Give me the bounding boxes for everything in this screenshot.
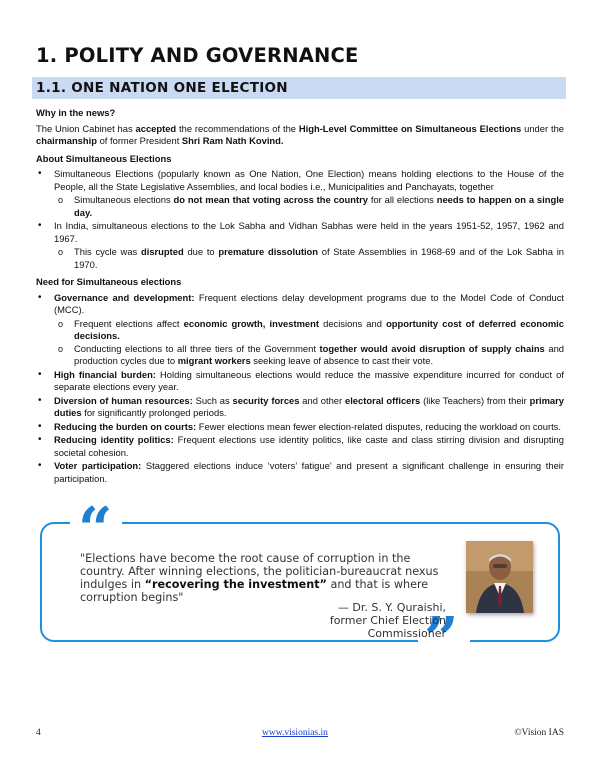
why-heading: Why in the news? [36, 107, 116, 118]
sub-list [54, 194, 564, 219]
text-bold: electoral officers [344, 394, 421, 406]
text-bold: “recovering the investment” [144, 578, 327, 591]
text: due to [183, 246, 219, 257]
quote-text [80, 552, 440, 604]
list-item [36, 434, 564, 459]
text: "Elections have become the root cause of corruption in the country. After winning elections, the politician-bureaucrat nexus indulges in [80, 552, 439, 591]
sub-list-item [54, 246, 564, 271]
text: the recommendations of the [176, 122, 299, 134]
sub-list-item [54, 318, 564, 343]
text: decisions and [318, 317, 387, 329]
chapter-heading: 1. POLITY AND GOVERNANCE [36, 44, 359, 67]
need-list [36, 292, 564, 486]
list-item [36, 460, 564, 485]
about-heading: About Simultaneous Elections [36, 152, 172, 164]
text: Conducting elections to all three tiers of the Government [74, 342, 320, 354]
list-item [36, 168, 564, 219]
text: for significantly prolonged periods. [81, 407, 227, 418]
text-bold: economic growth, investment [183, 317, 319, 329]
text: and other [299, 394, 345, 406]
text-bold: Reducing the burden on courts: [54, 420, 197, 432]
list-item [36, 369, 564, 394]
text: Simultaneous elections [74, 194, 174, 205]
text: Staggered elections induce ‘voters’ fatigue’ and present a significant challenge in ensuring their participation. [54, 460, 564, 484]
text-bold: chairmanship [36, 135, 97, 146]
text: (like Teachers) from their [420, 394, 530, 406]
close-quote-icon: ” [424, 605, 459, 675]
text-bold: Diversion of human resources: [54, 394, 193, 406]
sub-list [54, 246, 564, 271]
text-bold: Shri Ram Nath Kovind. [181, 135, 284, 146]
article-body [36, 102, 564, 486]
text: Such as [192, 394, 233, 406]
text-bold: security forces [232, 394, 300, 406]
text: This cycle was [74, 246, 141, 257]
text: seeking leave of absence to cast their vote. [250, 355, 434, 366]
text: Simultaneous Elections (popularly known as One Nation, One Election) means holding elections to the House of the People, all the State Legislative Assemblies, and local bodies i.e., Municipalities and Panchayats, together [54, 168, 564, 192]
text: of former President [96, 135, 182, 146]
text: of State Assemblies in 1968-69 and of the Lok Sabha in 1970. [74, 246, 565, 270]
text-bold: do not mean that voting across the country [173, 194, 368, 205]
sub-list-item [54, 194, 564, 219]
text-bold: Voter participation: [54, 460, 142, 471]
sub-list-item [54, 343, 564, 368]
text: Fewer elections mean fewer election-related disputes, reducing the workload on courts. [196, 420, 561, 432]
text-bold: High-Level Committee on Simultaneous Elections [298, 122, 522, 134]
text: and production cycles due to [74, 342, 565, 366]
text-bold: Reducing identity politics: [54, 434, 174, 445]
list-item [36, 220, 564, 271]
text: Frequent elections delay development programs due to the Model Code of Conduct (MCC). [54, 291, 564, 315]
need-heading: Need for Simultaneous elections [36, 276, 182, 287]
page-number: 4 [36, 728, 41, 738]
text-bold: accepted [135, 122, 177, 134]
text: The Union Cabinet has [36, 122, 136, 134]
text-bold: together would avoid disruption of supply chains [319, 342, 545, 354]
about-list [36, 168, 564, 271]
sub-list [54, 318, 564, 368]
text-bold: premature dissolution [218, 246, 318, 257]
text: Holding simultaneous elections would reduce the massive expenditure incurred for conduct of separate elections every year. [54, 368, 564, 392]
text: for all elections [367, 194, 437, 205]
text: In India, simultaneous elections to the Lok Sabha and Vidhan Sabhas were held in the years 1951-52, 1957, 1962 and 1967. [54, 220, 564, 244]
text: Frequent elections use identity politics, like caste and class stirring division and disrupting societal cohesion. [54, 434, 564, 458]
text-bold: Governance and development: [54, 291, 195, 303]
text-bold: migrant workers [177, 355, 251, 366]
page-footer [0, 728, 600, 742]
text: Frequent elections affect [74, 317, 184, 329]
text: under the [521, 122, 564, 134]
text-bold: High financial burden: [54, 368, 156, 380]
author-title: former Chief Election Commissioner [329, 614, 446, 640]
website-link[interactable]: www.visionias.in [262, 728, 328, 738]
portrait-icon [466, 541, 533, 613]
section-heading: 1.1. ONE NATION ONE ELECTION [36, 80, 288, 96]
text-bold: primary duties [54, 394, 564, 418]
text-bold: needs to happen on a single day. [74, 194, 565, 218]
text: and that is where corruption begins" [80, 578, 429, 604]
text-bold: opportunity cost of deferred economic decisions. [74, 317, 564, 341]
quote-author [250, 601, 446, 640]
author-photo [466, 541, 533, 613]
open-quote-icon: “ [78, 495, 113, 565]
list-item [36, 292, 564, 368]
author-name: — Dr. S. Y. Quraishi, [337, 601, 446, 614]
why-paragraph [36, 123, 564, 148]
copyright-text: ©Vision IAS [514, 728, 564, 738]
list-item [36, 421, 564, 434]
text-bold: disrupted [140, 246, 184, 257]
list-item [36, 395, 564, 420]
